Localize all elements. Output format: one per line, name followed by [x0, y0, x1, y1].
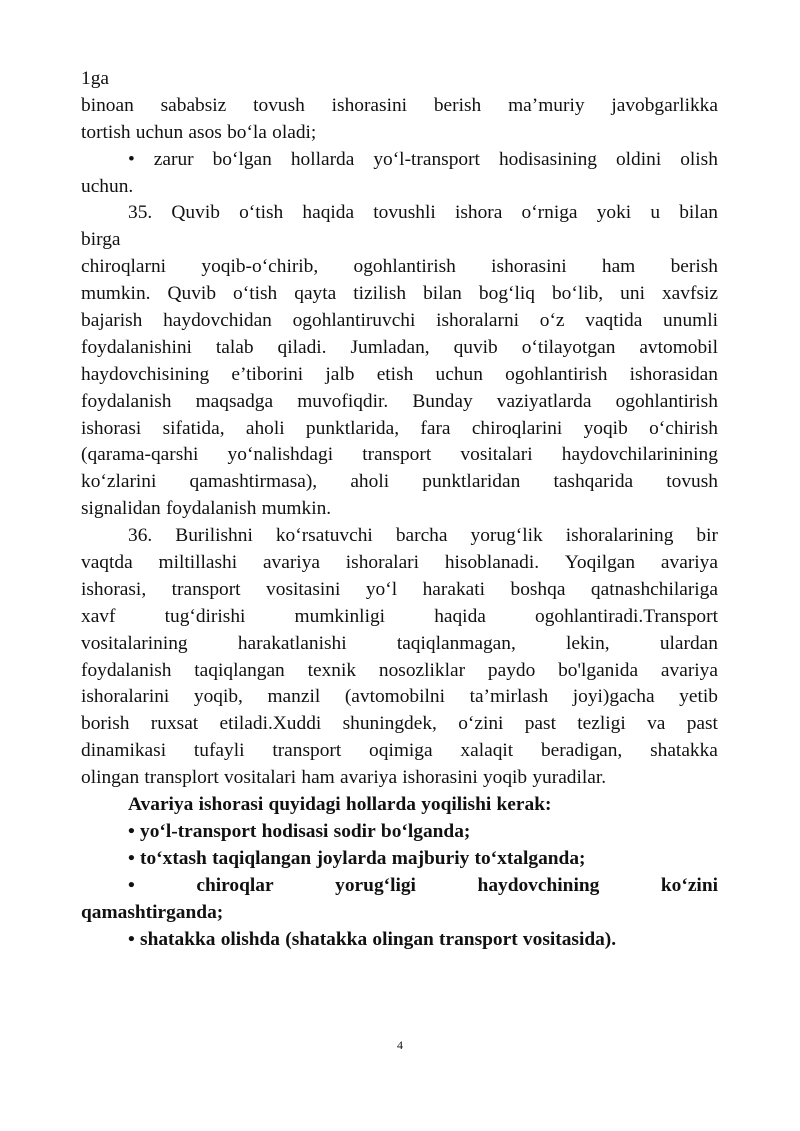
- word: ruxsat: [150, 713, 199, 735]
- word: yoqib-o‘chirib,: [201, 256, 319, 278]
- word: tortish: [81, 121, 131, 143]
- word: to‘xtalganda;: [474, 847, 586, 869]
- word: o‘chirish: [649, 417, 718, 439]
- word: ishoralarini: [81, 686, 170, 708]
- word: olish: [680, 148, 718, 170]
- text-line: [81, 147, 718, 174]
- word: unumli: [663, 310, 718, 332]
- text-line: [81, 281, 718, 308]
- word: uni: [620, 283, 645, 305]
- word: fara: [420, 417, 451, 439]
- word: texnik: [307, 659, 357, 681]
- word: birga: [81, 229, 121, 251]
- word: yoki: [596, 202, 632, 224]
- word: e’tiborini: [231, 363, 304, 385]
- word: hisoblanadi.: [444, 552, 540, 574]
- word: hollarda: [345, 794, 416, 816]
- text-line: [81, 496, 718, 523]
- word: transport: [362, 444, 432, 466]
- word: foydalanish: [81, 390, 172, 412]
- word: bo'lganida: [558, 659, 639, 681]
- text-line: [81, 523, 718, 550]
- word: quvib: [453, 336, 498, 358]
- word: avariya: [340, 767, 398, 789]
- word: uchun: [435, 363, 483, 385]
- word: mumkin.: [81, 283, 151, 305]
- text-line: [81, 227, 718, 254]
- word: paydo: [487, 659, 536, 681]
- word: muvofiqdir.: [297, 390, 389, 412]
- word: bilan: [423, 283, 462, 305]
- word: bo‘lganda;: [380, 820, 471, 842]
- word: ko‘zlarini: [81, 471, 157, 493]
- text-line: [81, 120, 718, 147]
- text-line: [81, 873, 718, 900]
- word: dinamikasi: [81, 740, 167, 762]
- word: •: [128, 148, 135, 170]
- word: taqiqlangan: [212, 847, 312, 869]
- word: uchun.: [81, 175, 134, 197]
- word: transport: [171, 578, 241, 600]
- word: oldini: [615, 148, 662, 170]
- word: yoqib: [482, 767, 528, 789]
- word: ishorasini: [402, 767, 478, 789]
- word: avtomobil: [639, 336, 718, 358]
- word: etiladi.Xuddi: [219, 713, 322, 735]
- word: ishora: [454, 202, 503, 224]
- body-text: [81, 66, 718, 953]
- word: vaqtda: [81, 552, 133, 574]
- word: punktlarida,: [305, 417, 400, 439]
- word: ogohlantiruvchi: [292, 310, 416, 332]
- word: ishoralari: [345, 552, 420, 574]
- word: shuningdek,: [342, 713, 437, 735]
- word: (qarama-qarshi: [81, 444, 199, 466]
- word: o‘z: [539, 310, 565, 332]
- word: o‘zini: [458, 713, 504, 735]
- word: avariya: [660, 552, 718, 574]
- text-line: [81, 174, 718, 201]
- word: bo‘lgan: [212, 148, 272, 170]
- word: sodir: [333, 820, 376, 842]
- word: xavfsiz: [661, 283, 718, 305]
- word: ishorasi: [198, 794, 264, 816]
- word: aholi: [245, 417, 285, 439]
- word: tashqarida: [553, 471, 634, 493]
- word: •: [128, 928, 135, 950]
- word: haqida: [434, 605, 486, 627]
- word: ishorasini: [491, 256, 567, 278]
- word: yoqilishi: [421, 794, 492, 816]
- word: oqimiga: [369, 740, 433, 762]
- word: bo‘lib,: [551, 283, 604, 305]
- text-line: [81, 389, 718, 416]
- word: qatnashchilariga: [590, 578, 718, 600]
- word: u: [650, 202, 661, 224]
- text-line: [81, 765, 718, 792]
- word: avariya: [660, 659, 718, 681]
- word: yorug‘lik: [470, 525, 543, 547]
- text-line: [81, 362, 718, 389]
- text-line: [81, 93, 718, 120]
- word: xavf: [81, 605, 116, 627]
- word: borish: [81, 713, 130, 735]
- word: (avtomobilni: [344, 686, 445, 708]
- word: haydovchining: [477, 874, 600, 896]
- word: jalb: [325, 363, 355, 385]
- word: olingan: [372, 928, 434, 950]
- word: ogohlantirish: [615, 390, 718, 412]
- word: Burilishni: [175, 525, 253, 547]
- word: ko‘zini: [660, 874, 718, 896]
- word: to‘xtash: [140, 847, 207, 869]
- word: yorug‘ligi: [335, 874, 416, 896]
- text-line: [81, 631, 718, 658]
- word: hodisasining: [498, 148, 597, 170]
- text-line: [81, 658, 718, 685]
- word: ogohlantirish: [353, 256, 456, 278]
- word: foydalanish: [81, 659, 172, 681]
- word: bog‘liq: [478, 283, 535, 305]
- word: berish: [433, 94, 482, 116]
- word: •: [128, 847, 135, 869]
- word: sababsiz: [160, 94, 227, 116]
- text-line: [81, 684, 718, 711]
- word: yo‘l-transport: [140, 820, 257, 842]
- word: foydalanish: [165, 498, 257, 520]
- word: ko‘rsatuvchi: [275, 525, 373, 547]
- word: beradigan,: [540, 740, 623, 762]
- word: ham: [601, 256, 636, 278]
- word: uchun: [135, 121, 184, 143]
- word: bajarish: [81, 310, 143, 332]
- word: majburiy: [391, 847, 470, 869]
- text-line: [81, 792, 718, 819]
- word: bilan: [679, 202, 718, 224]
- word: qamashtirganda;: [81, 901, 224, 923]
- word: tezligi: [577, 713, 626, 735]
- word: harakatlanishi: [237, 632, 347, 654]
- text-line: [81, 254, 718, 281]
- word: haydovchilarinining: [561, 444, 718, 466]
- word: tug‘dirishi: [164, 605, 246, 627]
- word: vositalari: [460, 444, 533, 466]
- word: yuradilar.: [532, 767, 607, 789]
- word: Quvib: [167, 283, 217, 305]
- word: chiroqlarni: [81, 256, 167, 278]
- word: quyidagi: [268, 794, 341, 816]
- word: javobgarlikka: [611, 94, 718, 116]
- word: chiroqlar: [196, 874, 274, 896]
- word: 35.: [128, 202, 153, 224]
- word: tovushli: [373, 202, 436, 224]
- word: kerak:: [496, 794, 552, 816]
- word: qiladi.: [277, 336, 327, 358]
- word: •: [128, 874, 135, 896]
- word: Avariya: [128, 794, 194, 816]
- word: harakati: [422, 578, 486, 600]
- word: vaqtida: [585, 310, 643, 332]
- word: ham: [301, 767, 335, 789]
- word: (shatakka: [285, 928, 368, 950]
- word: transport: [439, 928, 518, 950]
- word: yoqib,: [193, 686, 243, 708]
- word: joylarda: [316, 847, 387, 869]
- word: talab: [215, 336, 254, 358]
- word: Quvib: [171, 202, 220, 224]
- text-line: [81, 308, 718, 335]
- word: past: [686, 713, 718, 735]
- text-line: [81, 416, 718, 443]
- word: ogohlantirish: [505, 363, 608, 385]
- word: o‘tilayotgan: [521, 336, 616, 358]
- word: berish: [670, 256, 718, 278]
- word: xalaqit: [460, 740, 514, 762]
- word: maqsadga: [195, 390, 274, 412]
- word: past: [524, 713, 556, 735]
- word: punktlaridan: [422, 471, 521, 493]
- word: ishoralarining: [565, 525, 674, 547]
- word: nosozliklar: [378, 659, 466, 681]
- word: o‘rniga: [521, 202, 578, 224]
- word: o‘tish: [233, 283, 278, 305]
- text-line: [81, 335, 718, 362]
- word: vositasini: [266, 578, 341, 600]
- word: yoqib: [583, 417, 628, 439]
- word: qayta: [294, 283, 337, 305]
- word: Bunday: [412, 390, 473, 412]
- word: yo‘l-transport: [373, 148, 480, 170]
- word: ogohlantiradi.Transport: [535, 605, 718, 627]
- word: tovush: [666, 471, 718, 493]
- text-line: [81, 200, 718, 227]
- word: chiroqlarini: [471, 417, 563, 439]
- word: ma’muriy: [508, 94, 585, 116]
- text-line: [81, 66, 718, 93]
- word: vositasida).: [522, 928, 617, 950]
- word: tizilish: [353, 283, 407, 305]
- word: olishda: [220, 928, 280, 950]
- word: ta’mirlash: [469, 686, 549, 708]
- word: ishorasidan: [629, 363, 718, 385]
- page-number: 4: [397, 1038, 403, 1052]
- word: •: [128, 820, 135, 842]
- text-line: [81, 846, 718, 873]
- word: 1ga: [81, 68, 109, 89]
- text-line: [81, 604, 718, 631]
- word: shatakka: [650, 740, 718, 762]
- text-line: [81, 550, 718, 577]
- word: transplort: [144, 767, 219, 789]
- word: vaziyatlarda: [496, 390, 592, 412]
- word: taqiqlangan: [194, 659, 285, 681]
- word: miltillashi: [158, 552, 238, 574]
- word: manzil: [267, 686, 321, 708]
- word: joyi)gacha: [572, 686, 655, 708]
- text-line: [81, 442, 718, 469]
- word: 36.: [128, 525, 153, 547]
- word: yo‘l: [365, 578, 398, 600]
- text-line: [81, 819, 718, 846]
- word: haqida: [302, 202, 355, 224]
- word: signalidan: [81, 498, 161, 520]
- word: foydalanishini: [81, 336, 192, 358]
- word: tufayli: [193, 740, 245, 762]
- text-line: [81, 900, 718, 927]
- word: vositalarining: [81, 632, 188, 654]
- word: zarur: [153, 148, 194, 170]
- word: boshqa: [510, 578, 566, 600]
- text-line: [81, 738, 718, 765]
- text-line: [81, 469, 718, 496]
- word: ishorasini: [331, 94, 408, 116]
- word: taqiqlanmagan,: [396, 632, 516, 654]
- text-line: [81, 927, 718, 954]
- word: sifatida,: [162, 417, 225, 439]
- word: mumkinligi: [294, 605, 386, 627]
- word: avariya: [262, 552, 320, 574]
- word: aholi: [350, 471, 390, 493]
- word: qamashtirmasa),: [189, 471, 318, 493]
- word: haydovchisining: [81, 363, 210, 385]
- word: hollarda: [290, 148, 355, 170]
- word: tovush: [253, 94, 305, 116]
- word: binoan: [81, 94, 134, 116]
- word: mumkin.: [261, 498, 332, 520]
- text-line: [81, 711, 718, 738]
- word: ulardan: [659, 632, 718, 654]
- word: barcha: [395, 525, 448, 547]
- word: ishorasi,: [81, 578, 147, 600]
- word: transport: [272, 740, 342, 762]
- word: shatakka: [140, 928, 216, 950]
- word: lekin,: [566, 632, 610, 654]
- word: o‘tish: [239, 202, 284, 224]
- word: yo‘nalishdagi: [227, 444, 334, 466]
- word: ishoralarni: [436, 310, 520, 332]
- word: asos: [188, 121, 222, 143]
- word: va: [647, 713, 666, 735]
- word: bir: [696, 525, 718, 547]
- word: vositalari: [223, 767, 297, 789]
- word: hodisasi: [261, 820, 329, 842]
- word: yetib: [679, 686, 718, 708]
- word: olingan: [81, 767, 140, 789]
- word: Jumladan,: [350, 336, 430, 358]
- text-line: [81, 577, 718, 604]
- word: oladi;: [272, 121, 317, 143]
- word: ishorasi: [81, 417, 142, 439]
- word: bo‘la: [227, 121, 267, 143]
- word: Yoqilgan: [564, 552, 636, 574]
- word: etish: [376, 363, 414, 385]
- word: haydovchidan: [163, 310, 272, 332]
